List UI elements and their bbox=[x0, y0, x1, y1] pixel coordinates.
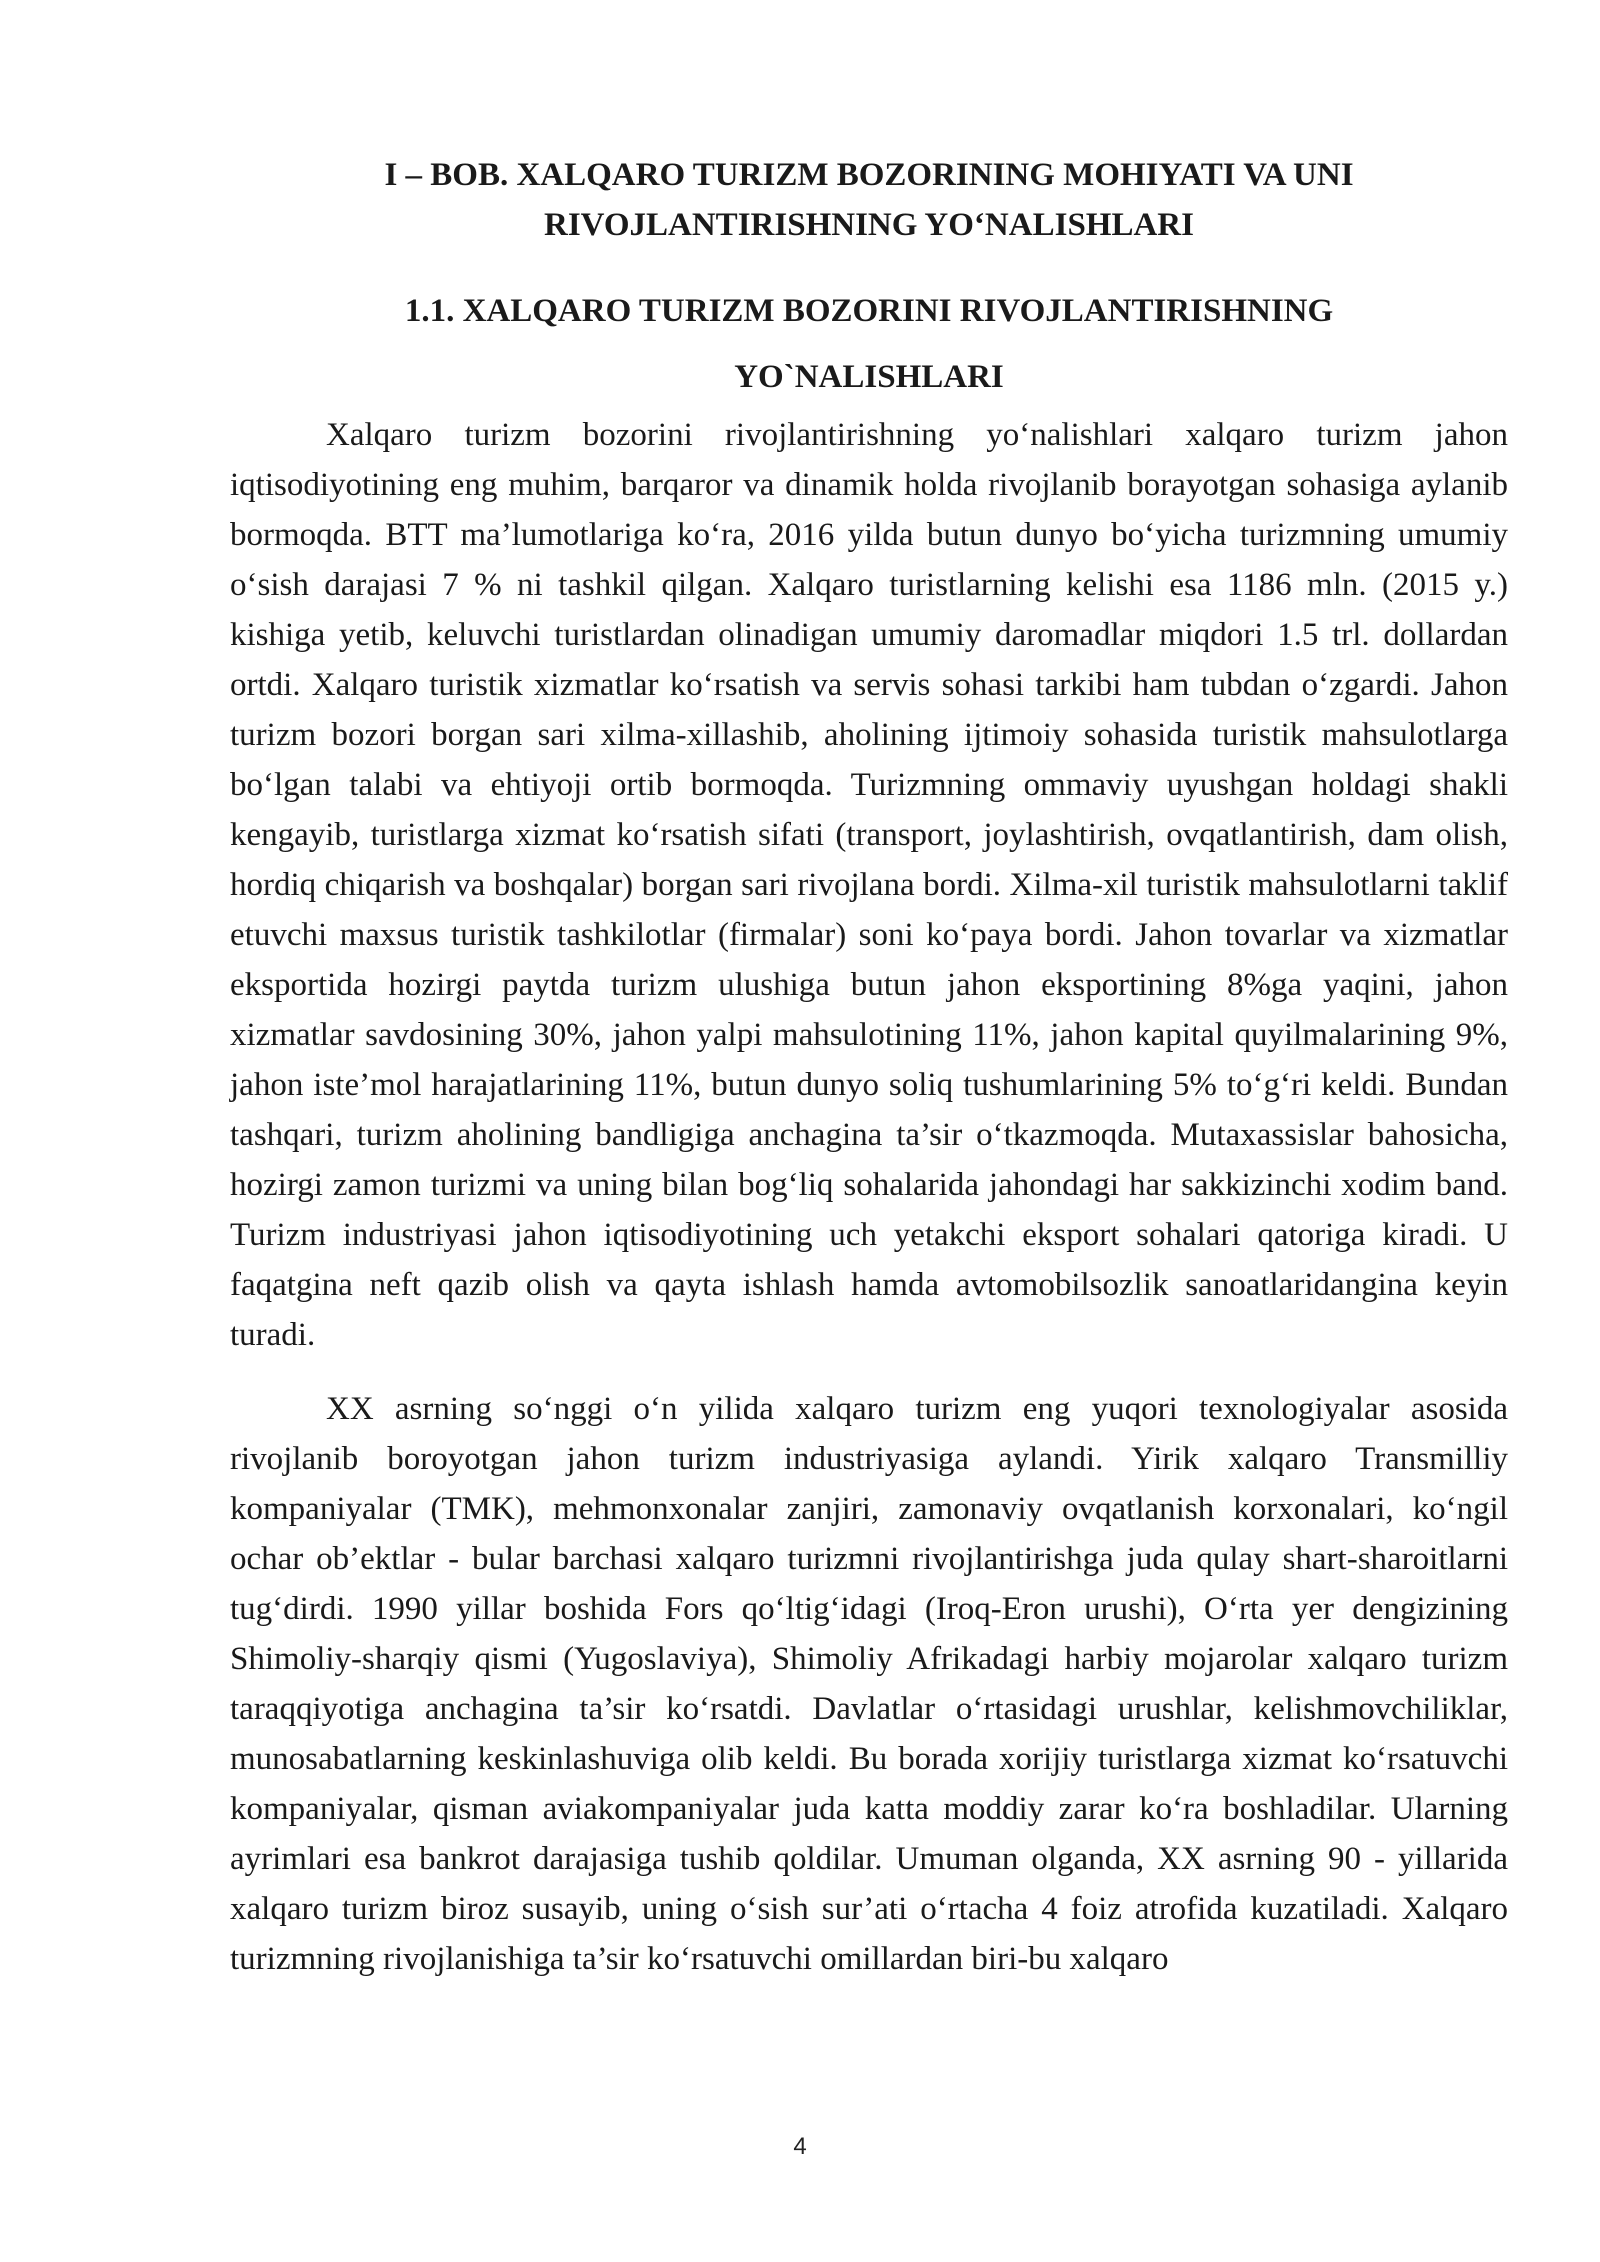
chapter-title-line-1: I – BOB. XALQARO TURIZM BOZORINING MOHIYATI VA UNI bbox=[384, 157, 1354, 193]
body-paragraph-1: Xalqaro turizm bozorini rivojlantirishning yo‘nalishlari xalqaro turizm jahon iqtisodiyotining eng muhim, barqaror va dinamik holda rivojlanib borayotgan sohasiga aylanib bormoqda. BTT ma’lumotlariga ko‘ra, 2016 yilda butun dunyo bo‘yicha turizmning umumiy o‘sish darajasi 7 % ni tashkil qilgan. Xalqaro turistlarning kelishi esa 1186 mln. (2015 y.) kishiga yetib, keluvchi turistlardan olinadigan umumiy daromadlar miqdori 1.5 trl. dollardan ortdi. Xalqaro turistik xizmatlar ko‘rsatish va servis sohasi tarkibi ham tubdan o‘zgardi. Jahon turizm bozori borgan sari xilma-xillashib, aholining ijtimoiy sohasida turistik mahsulotlarga bo‘lgan talabi va ehtiyoji ortib bormoqda. Turizmning ommaviy uyushgan holdagi shakli kengayib, turistlarga xizmat ko‘rsatish sifati (transport, joylashtirish, ovqatlantirish, dam olish, hordiq chiqarish va boshqalar) borgan sari rivojlana bordi. Xilma-xil turistik mahsulotlarni taklif etuvchi maxsus turistik tashkilotlar (firmalar) soni ko‘paya bordi. Jahon tovarlar va xizmatlar eksportida hozirgi paytda turizm ulushiga butun jahon eksportining 8%ga yaqini, jahon xizmatlar savdosining 30%, jahon yalpi mahsulotining 11%, jahon kapital quyilmalarining 9%, jahon iste’mol harajatlarining 11%, butun dunyo soliq tushumlarining 5% to‘g‘ri keldi. Bundan tashqari, turizm aholining bandligiga anchagina ta’sir o‘tkazmoqda. Mutaxassislar bahosicha, hozirgi zamon turizmi va uning bilan bog‘liq sohalarida jahondagi har sakkizinchi xodim band. Turizm industriyasi jahon iqtisodiyotining uch yetakchi eksport sohalari qatoriga kiradi. U faqatgina neft qazib olish va qayta ishlash hamda avtomobilsozlik sanoatlaridangina keyin turadi. bbox=[230, 417, 1508, 1353]
page-number: 4 bbox=[793, 2133, 807, 2160]
body-paragraph-2: XX asrning so‘nggi o‘n yilida xalqaro turizm eng yuqori texnologiyalar asosida rivojlanib boroyotgan jahon turizm industriyasiga aylandi. Yirik xalqaro Transmilliy kompaniyalar (TMK), mehmonxonalar zanjiri, zamonaviy ovqatlanish korxonalari, ko‘ngil ochar ob’ektlar - bular barchasi xalqaro turizmni rivojlantirishga juda qulay shart-sharoitlarni tug‘dirdi. 1990 yillar boshida Fors qo‘ltig‘idagi (Iroq-Eron urushi), O‘rta yer dengizining Shimoliy-sharqiy qismi (Yugoslaviya), Shimoliy Afrikadagi harbiy mojarolar xalqaro turizm taraqqiyotiga anchagina ta’sir ko‘rsatdi. Davlatlar o‘rtasidagi urushlar, kelishmovchiliklar, munosabatlarning keskinlashuviga olib keldi. Bu borada xorijiy turistlarga xizmat ko‘rsatuvchi kompaniyalar, qisman aviakompaniyalar juda katta moddiy zarar ko‘ra boshladilar. Ularning ayrimlari esa bankrot darajasiga tushib qoldilar. Umuman olganda, XX asrning 90 - yillarida xalqaro turizm biroz susayib, uning o‘sish sur’ati o‘rtacha 4 foiz atrofida kuzatiladi. Xalqaro turizmning rivojlanishiga ta’sir ko‘rsatuvchi omillardan biri-bu xalqaro bbox=[230, 1391, 1508, 1977]
section-title-line-1: 1.1. XALQARO TURIZM BOZORINI RIVOJLANTIRISHNING bbox=[404, 293, 1334, 329]
document-page bbox=[230, 150, 1508, 1984]
chapter-title-line-2: RIVOJLANTIRISHNING YO‘NALISHLARI bbox=[544, 207, 1194, 243]
section-title-line-2: YO`NALISHLARI bbox=[734, 359, 1004, 395]
section-title bbox=[230, 278, 1508, 410]
chapter-title bbox=[230, 150, 1508, 250]
